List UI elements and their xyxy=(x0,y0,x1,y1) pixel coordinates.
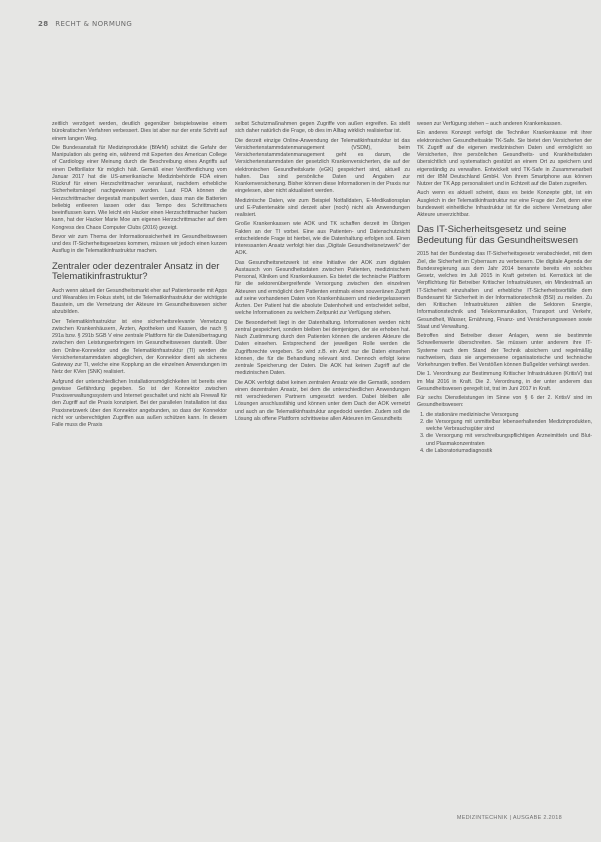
paragraph: Der Telematikinfrastruktur ist eine sicherheitsrelevante Vernetzung zwischen Krankenhäusern, Ärzten, Apotheken und Kassen, die nach § 291a bzw. § 291b SGB V eine zentrale Plattform für die Datenübertragung zwischen den Leistungserbringern im Gesundheitswesen darstellt. Über den Online-Konnektor und die Telematikinfrastruktur (TI) werden die Versichertenstammdaten abgeglichen, der Konnektor dient als sicheres Gateway zur TI, welche eine Kopplung an die einzelnen Anwendungen im Netz der KVen (SNK) realisiert. xyxy=(52,318,227,376)
list-item: 4. die Laboratoriumsdiagnostik xyxy=(426,448,592,455)
section-title: RECHT & NORMUNG xyxy=(55,20,133,28)
paragraph: Die AOK verfolgt dabei keinen zentralen Ansatz wie die Gematik, sondern einen dezentralen Ansatz, bei dem die unterschiedlichen Anwendungen mit verschiedenen Partnern umgesetzt werden. Dabei bleiben alle Lösungen anschlussfähig und können unter dem Dach der AOK vernetzt und auch an die Telematikinfrastruktur angedockt werden. Zudem soll die Lösung als offene Plattform schrittweise allen Akteuren im Gesundheits xyxy=(235,379,410,422)
paragraph: Große Krankenkassen wie AOK und TK schaffen derzeit im Übrigen Fakten an der TI vorbei. Eine aus Patienten- und Datenschutzsicht entscheidende Frage ist hierbei, wie die Datenhaltung erfolgen soll. Einen interessanten Ansatz verfolgt hier das „Digitale Gesundheitsnetzwerk" der AOK. xyxy=(235,221,410,257)
page-footer: MEDIZINTECHNIK | AUSGABE 2.2018 xyxy=(456,815,562,821)
paragraph: zeitlich verzögert werden, deutlich gegenüber beispielsweise einem bürokratischen Verfahren verbessert. Dies ist aber nur der erste Schritt auf einem langen Weg. xyxy=(52,121,227,142)
list-item: 1. die stationäre medizinische Versorgung xyxy=(426,412,592,419)
page-header xyxy=(38,20,132,28)
paragraph: selbst Schutzmaßnahmen gegen Zugriffe von außen ergreifen. Es stellt sich daher natürlich die Frage, ob dies im Alltag wirklich realisierbar ist. xyxy=(235,121,410,135)
paragraph: Medizinische Daten, wie zum Beispiel Notfalldaten, E-Medikationsplan und E-Patientenakte sind derzeit aber (noch) nicht als Anwendungen realisiert. xyxy=(235,197,410,218)
paragraph: Auch wenn aktuell der Gesundheitsmarkt eher auf Patientenseite mit Apps und Wearables im Fokus steht, ist die Telematikinfrastruktur der wichtigste Baustein, um die Vernetzung der Akteure im Gesundheitswesen sicher abzubilden. xyxy=(52,287,227,316)
paragraph: Für sechs Dienstleistungen im Sinne von § 6 der 2. KritisV sind im Gesundheitswesen: xyxy=(417,395,592,409)
list-item: 2. die Versorgung mit unmittelbar lebenserhaltenden Medizinprodukten, welche Verbrauchsgüter sind xyxy=(426,419,592,434)
numbered-list xyxy=(417,412,592,456)
paragraph: Ein anderes Konzept verfolgt die Techniker Krankenkasse mit ihrer elektronischen Gesundheitsakte TK-Safe. Sie bietet den Versicherten der TK Zugriff auf die eigenen medizinischen Daten und ermöglicht so Versicherten, ihre persönlichen Gesundheits- und Krankheitsdaten übersichtlich und systematisch gestützt an einem Ort zu speichern und eigenständig zu verwalten. Entwickelt wird TK-Safe in Zusammenarbeit mit der IBM Deutschland GmbH. Von ihrem Smartphone aus können Nutzer der TK App personalisiert und in Echtzeit auf die Daten zugreifen. xyxy=(417,130,592,187)
paragraph: Die 1. Verordnung zur Bestimmung Kritischer Infrastrukturen (KritisV) trat im Mai 2016 in Kraft. Die 2. Verordnung, in der unter anderem das Gesundheitswesen geregelt ist, trat im Juni 2017 in Kraft. xyxy=(417,371,592,392)
paragraph: Die Bundesanstalt für Medizinprodukte (BfArM) schätzt die Gefahr der Manipulation als gering ein, während mit Experten des American College of Cardiology einer Meinung durch die Beschreibung eines Angriffs auf einen Defibrillator für möglich hält. Gemäß einer Veröffentlichung vom Januar 2017 hat die US-amerikanische Medizinbehörde FDA einen Rückruf für einen Herzschrittmacher veranlasst, nachdem erhebliche Sicherheitsmängel nachgewiesen wurden. Laut FDA können die Herzschrittmacher dergestalt manipuliert werden, dass man die Batterien beliebig entleeren lassen oder das Tempo des Schrittmachers beeinflussen kann. Wie leicht ein Hacker einen Herzschrittmacher hacken kann, hat der Hacker Marie Moe am eigenen Herzschrittmacher auf dem Kongress des Chaos Computer Clubs (2016) gezeigt. xyxy=(52,144,227,231)
paragraph: Die derzeit einzige Online-Anwendung der Telematikinfrastruktur ist das Versichertenstammdatenmanagement (VSDM), beim Versichertenstammdatenmanagement geht es darum, die Versichertenstammdaten der gesetzlich Krankenversicherten, die auf der elektronischen Gesundheitskarte (eGK) gespeichert sind, aktuell zu halten. Das sind persönliche Daten und Angaben zur Krankenversicherung. Bisher können diese Informationen in der Praxis nur eingelesen, aber nicht aktualisiert werden. xyxy=(235,137,410,195)
text-column-1 xyxy=(52,121,227,431)
list-item: 3. die Versorgung mit verschreibungspflichtigen Arzneimitteln und Blut- und Plasmakonzentraten xyxy=(426,433,592,448)
paragraph: wesen zur Verfügung stehen – auch anderen Krankenkassen. xyxy=(417,121,562,127)
page-number: 28 xyxy=(38,20,49,28)
section-heading: Das IT-Sicherheitsgesetz und seine Bedeutung für das Gesundheitswesen xyxy=(417,224,579,246)
paragraph: Aufgrund der unterschiedlichen Installationsmöglichkeiten ist bereits eine gewisse Gefährdung gegeben. So ist der Konnektor zwischen Praxisverwaltungssystem und Internet geschaltet und nicht als Firewall für den Zugriff auf die Praxis konzipiert. Bei der parallelen Installation ist das Praxisnetzwerk über den Konnektor angebunden, so dass der Konnektor nicht vor unberechtigten Zugriffen aus außen schützen kann. In diesem Falle muss die Praxis xyxy=(52,378,227,428)
paragraph: Auch wenn es aktuell scheint, dass es beide Konzepte gibt, ist ein Ausgleich in der Telematikinfrastruktur nur eine Frage der Zeit, denn eine bundesweit einheitliche Infrastruktur ist für die sichere Vernetzung aller Akteure unverzichtbar. xyxy=(417,190,592,218)
paragraph: 2015 hat der Bundestag das IT-Sicherheitsgesetz verabschiedet, mit dem Ziel, die Sicherheit im Cyberraum zu verbessern. Die digitale Agenda der Bundesregierung aus dem Jahr 2014 benannte bereits ein solches Gesetz, welches im Juli 2015 in Kraft getreten ist. Kernstück ist die Verpflichtung für Betreiber Kritischer Infrastrukturen, ein Mindestmaß an IT-Sicherheit einzuhalten und erhebliche IT-Sicherheitsvorfälle dem Bundesamt für Sicherheit in der Informationstechnik (BSI) zu melden. Zu den Kritischen Infrastrukturen zählen die Sektoren Energie, Informationstechnik und Telekommunikation, Transport und Verkehr, Gesundheit, Wasser, Ernährung, Finanz- und Versicherungswesen sowie Staat und Verwaltung. xyxy=(417,251,592,330)
paragraph: Betroffen sind Betreiber dieser Anlagen, wenn sie bestimmte Schwellenwerte überschreiten. Sie müssen unter anderem ihre IT-Systeme nach dem Stand der Technik absichern und regelmäßig nachweisen, dass sie angemessene organisatorische und technische Vorkehrungen treffen. Bei Verstößen können Bußgelder verhängt werden. xyxy=(417,333,592,368)
section-heading: Zentraler oder dezentraler Ansatz in der Telematikinfrastruktur? xyxy=(52,260,220,282)
text-column-2 xyxy=(235,121,410,425)
paragraph: Die Besonderheit liegt in der Datenhaltung. Informationen werden nicht zentral gespeichert, sondern bleiben bei demjenigen, der sie erhoben hat. Nach Zustimmung durch den Patienten können die anderen Akteure die Daten einsehen. Entsprechend der jeweiligen Rolle werden die Zugriffsrechte vergeben. So wird z.B. ein Arzt nur die Daten einsehen können, die für die Behandlung relevant sind. Dennoch erfolgt keine zentrale Speicherung der Daten. Die AOK hat keinen Zugriff auf die medizinischen Daten. xyxy=(235,319,410,377)
paragraph: Bevor wir zum Thema der Informationssicherheit im Gesundheitswesen und des IT-Sicherheitsgesetzes kommen, müssen wir jedoch einen kurzen Ausflug in die Telematikinfrastruktur machen. xyxy=(52,233,227,255)
paragraph: Das Gesundheitsnetzwerk ist eine Initiative der AOK zum digitalen Austausch von Gesundheitsdaten zwischen Patienten, medizinischem Personal, Kliniken und Krankenkassen. Es bietet die technische Plattform für die sektorenübergreifende Versorgung zwischen den einzelnen Akteuren und ermöglicht dem Patienten erstmals einen souveränen Zugriff auf seine vorhandenen Daten von Krankenhäusern und niedergelassenen Ärzten. Der Patient hat die absolute Datenhoheit und entscheidet selbst, welche Informationen zu welchem Zeitpunkt zur Verfügung stehen. xyxy=(235,259,410,317)
text-column-3 xyxy=(417,121,592,455)
